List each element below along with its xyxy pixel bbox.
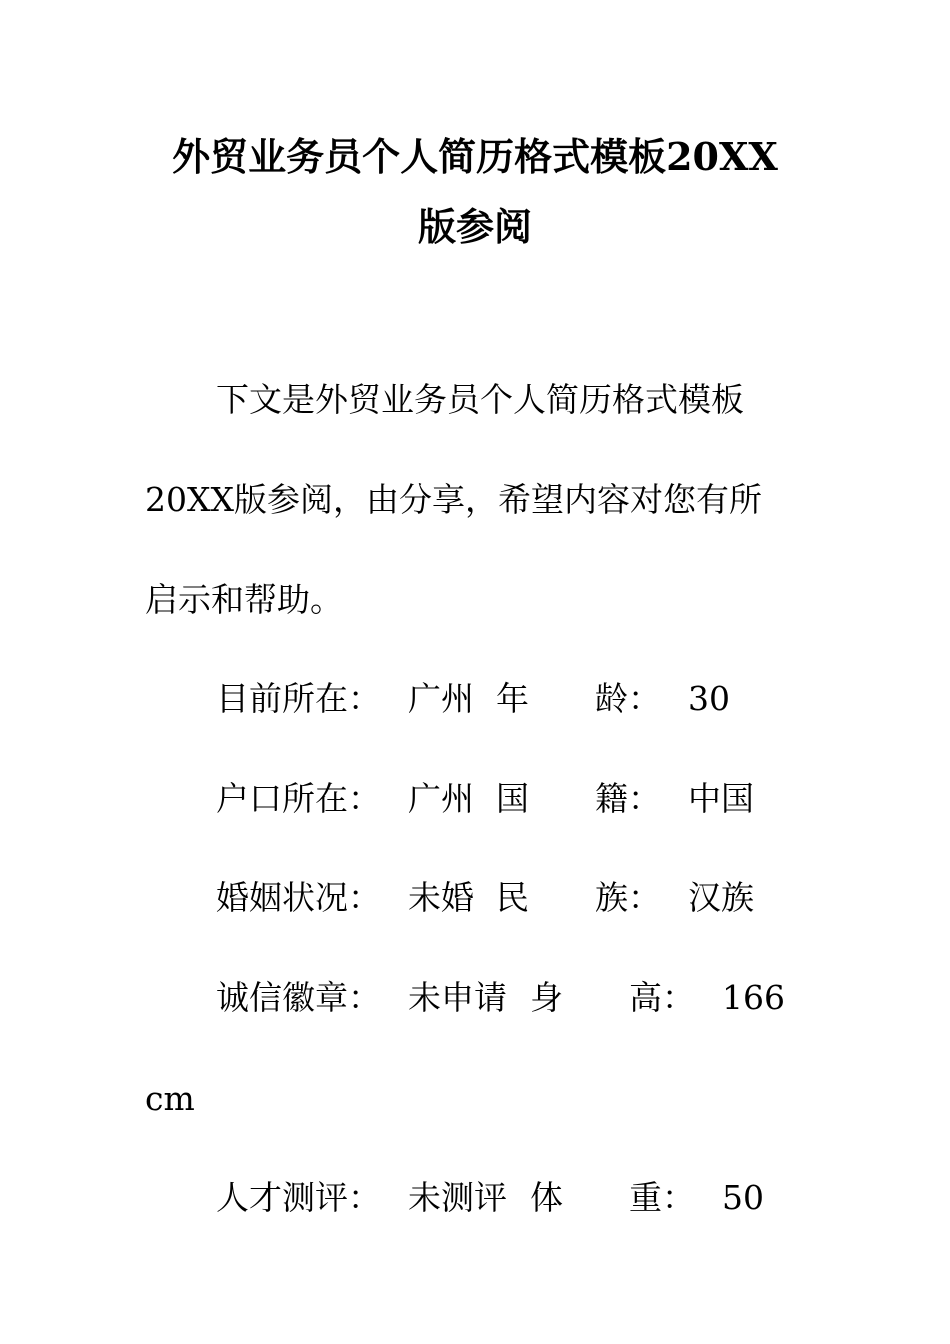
profile-value-secondary: 30 [688,679,730,718]
intro-paragraph-line-1: 下文是外贸业务员个人简历格式模板 [216,380,744,419]
profile-label: 婚姻状况： [216,878,381,917]
profile-value: 未申请 [408,978,507,1017]
profile-height-unit: cm [145,1079,195,1118]
intro-paragraph-line-3: 启示和帮助。 [145,580,343,619]
intro-paragraph-line-2: 20XX版参阅，由分享，希望内容对您有所 [145,480,762,519]
profile-label: 目前所在： [216,679,381,718]
profile-value: 广州 [408,779,474,818]
document-title-line-2: 版参阅 [417,204,532,249]
profile-label-secondary: 年 龄： [496,679,661,718]
profile-value-secondary: 50 [722,1178,764,1217]
profile-value: 广州 [408,679,474,718]
profile-label-secondary: 体 重： [530,1178,695,1217]
profile-label-secondary: 民 族： [496,878,661,917]
profile-label: 户口所在： [216,779,381,818]
profile-label: 人才测评： [216,1178,381,1217]
profile-value: 未婚 [408,878,474,917]
profile-value-secondary: 中国 [688,779,754,818]
document-title-line-1: 外贸业务员个人简历格式模板20XX [172,134,778,179]
profile-value-secondary: 166 [722,978,785,1017]
profile-label: 诚信徽章： [216,978,381,1017]
profile-label-secondary: 国 籍： [496,779,661,818]
profile-value-secondary: 汉族 [688,878,754,917]
profile-value: 未测评 [408,1178,507,1217]
profile-label-secondary: 身 高： [530,978,695,1017]
